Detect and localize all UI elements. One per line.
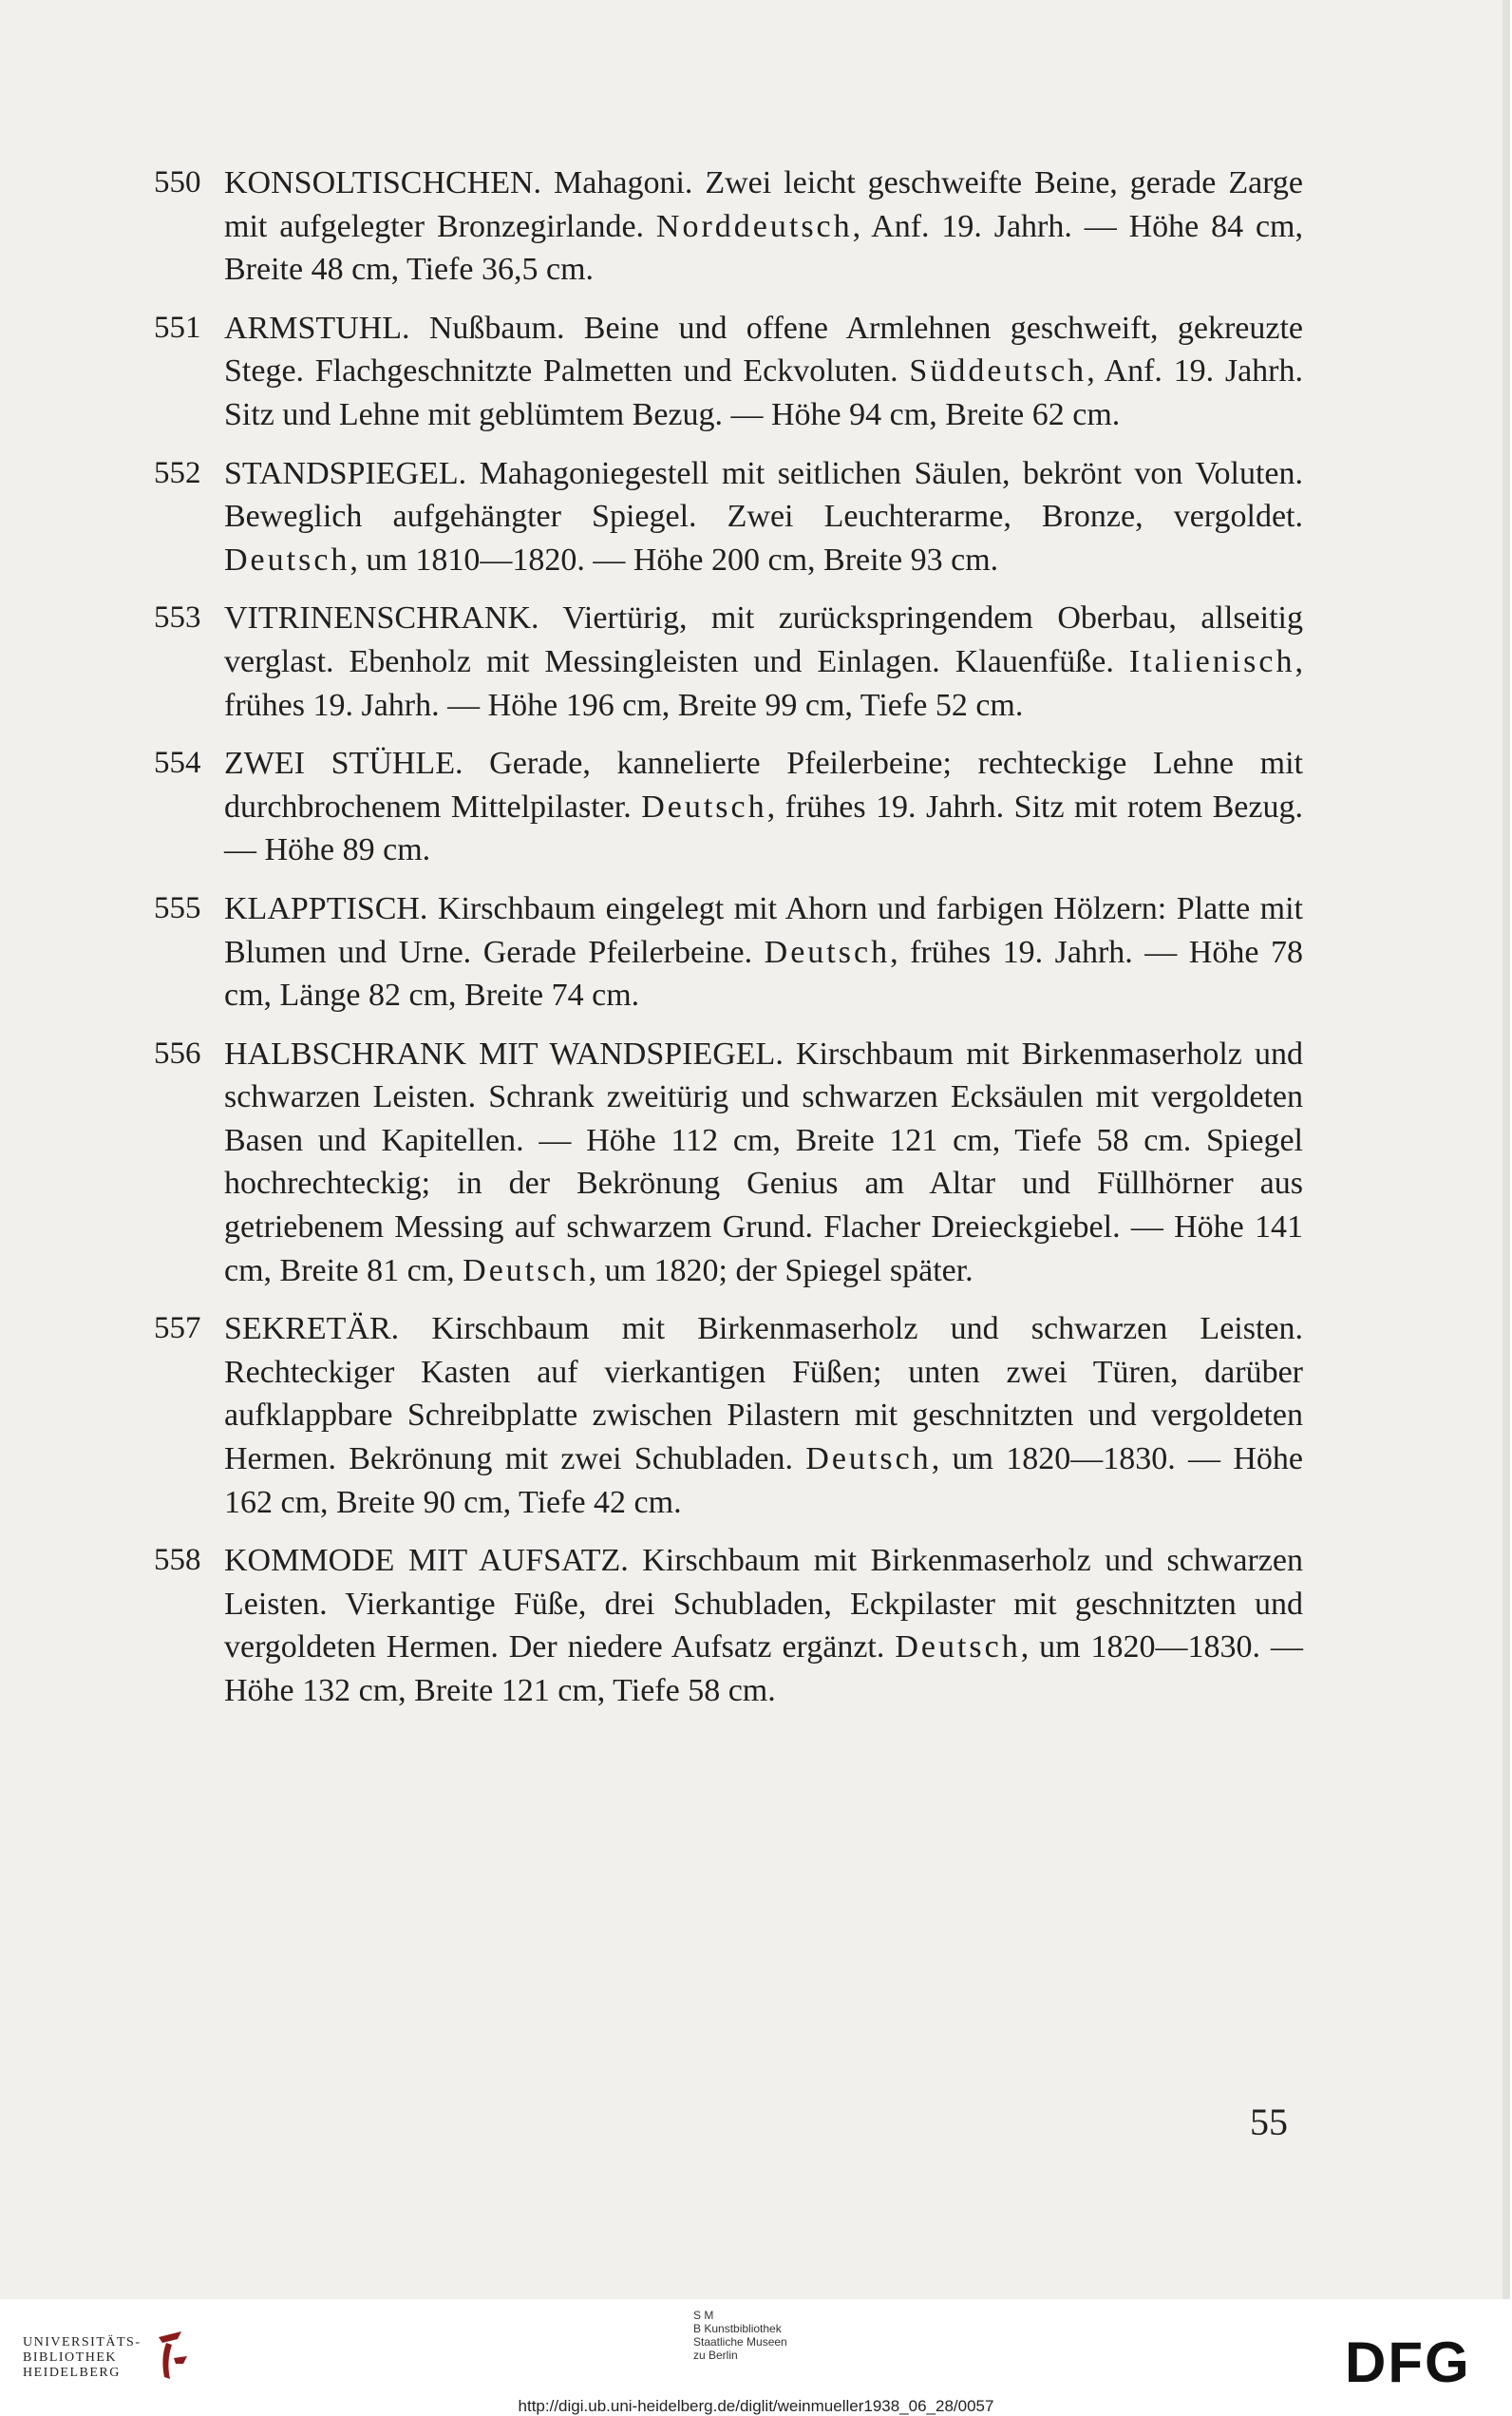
entry-number: 551 <box>154 310 201 345</box>
entry-origin: Norddeutsch <box>655 208 853 244</box>
footer <box>0 2299 1512 2416</box>
catalog-entry <box>154 162 1303 292</box>
catalog-entry <box>154 452 1303 582</box>
entry-text-part: , Anf. 19. Jahrh. — Höhe 84 cm, Breite 48 cm, Tiefe 36,5 cm. <box>224 208 1303 288</box>
entry-text-part: HALBSCHRANK MIT WANDSPIEGEL. Kirschbaum mit Birkenmaserholz und schwarzen Leisten. Schrank zweitürig und schwarzen Ecksäulen mit vergoldeten Basen und Kapitellen. — Höhe 112 cm, Breite 121 cm, Tiefe 58 cm. Spiegel hochrechteckig; in der Bekrönung Genius am Altar und Füllhörner aus getriebenem Messing auf schwarzem Grund. Flacher Dreieckgiebel. — Höhe 141 cm, Breite 81 cm, <box>224 1036 1303 1288</box>
entry-number: 557 <box>154 1311 201 1346</box>
catalog-entry <box>154 1307 1303 1524</box>
entry-number: 556 <box>154 1036 201 1071</box>
kb-line: Staatliche Museen <box>693 2335 787 2349</box>
entry-text-part: KOMMODE MIT AUFSATZ. Kirschbaum mit Birkenmaserholz und schwarzen Leisten. Vierkantige Füße, drei Schubladen, Eckpilaster mit geschnitzten und vergoldeten Hermen. Der niedere Aufsatz ergänzt. <box>224 1543 1303 1665</box>
entry-text-part: KLAPPTISCH. Kirschbaum eingelegt mit Ahorn und farbigen Hölzern: Platte mit Blumen und Urne. Gerade Pfeilerbeine. <box>224 890 1303 970</box>
university-line: UNIVERSITÄTS- <box>23 2335 142 2349</box>
entry-text-part: , um 1810—1820. — Höhe 200 cm, Breite 93 cm. <box>350 542 999 578</box>
entry-text <box>224 887 1303 1018</box>
entry-text-part: STANDSPIEGEL. Mahagoniegestell mit seitlichen Säulen, bekrönt von Voluten. Beweglich aufgehängter Spiegel. Zwei Leuchterarme, Bronze, vergoldet. <box>224 455 1303 535</box>
entry-text <box>224 162 1303 292</box>
university-seal-icon <box>149 2330 193 2387</box>
entry-text <box>224 597 1303 727</box>
entry-text-part: VITRINENSCHRANK. Viertürig, mit zurückspringendem Oberbau, allseitig verglast. Ebenholz mit Messingleisten und Einlagen. Klauenfüße. <box>224 600 1303 679</box>
entry-origin: Deutsch <box>224 542 350 578</box>
university-line: BIBLIOTHEK <box>23 2350 117 2365</box>
entry-text <box>224 742 1303 872</box>
entry-text-part: ZWEI STÜHLE. Gerade, kannelierte Pfeilerbeine; rechteckige Lehne mit durchbrochenem Mittelpilaster. <box>224 746 1303 825</box>
entry-text <box>224 1033 1303 1293</box>
entry-text <box>224 452 1303 582</box>
entry-text-part: , frühes 19. Jahrh. — Höhe 78 cm, Länge 82 cm, Breite 74 cm. <box>224 934 1303 1014</box>
dfg-logo[interactable]: DFG <box>1345 2330 1471 2394</box>
kb-line: S M <box>693 2309 714 2322</box>
catalog-entry <box>154 742 1303 872</box>
entry-origin: Deutsch <box>463 1252 589 1288</box>
entry-text-part: , um 1820—1830. — Höhe 162 cm, Breite 90 cm, Tiefe 42 cm. <box>224 1441 1303 1520</box>
entry-number: 552 <box>154 455 201 490</box>
entry-origin: Deutsch <box>805 1441 932 1477</box>
university-line: HEIDELBERG <box>23 2366 121 2380</box>
entry-number: 550 <box>154 165 201 200</box>
entry-origin: Süddeutsch <box>909 353 1087 390</box>
entry-text <box>224 1539 1303 1712</box>
entry-text-part: ARMSTUHL. Nußbaum. Beine und offene Armlehnen geschweift, gekreuzte Stege. Flachgeschnitzte Palmetten und Eckvoluten. <box>224 310 1303 390</box>
catalog-entry <box>154 1033 1303 1293</box>
kb-line: zu Berlin <box>693 2349 738 2362</box>
kunstbibliothek-logo <box>693 2309 787 2362</box>
entry-number: 553 <box>154 600 201 636</box>
entry-text-part: , Anf. 19. Jahrh. Sitz und Lehne mit geblümtem Bezug. — Höhe 94 cm, Breite 62 cm. <box>224 353 1303 432</box>
entry-number: 554 <box>154 746 201 781</box>
catalog-entry <box>154 597 1303 727</box>
entry-text-part: , um 1820—1830. — Höhe 132 cm, Breite 121 cm, Tiefe 58 cm. <box>224 1629 1303 1708</box>
entry-origin: Deutsch <box>641 789 767 825</box>
entry-text-part: , um 1820; der Spiegel später. <box>588 1252 973 1288</box>
entry-text-part: , frühes 19. Jahrh. Sitz mit rotem Bezug. — Höhe 89 cm. <box>224 789 1303 868</box>
entry-origin: Deutsch <box>895 1629 1021 1665</box>
entry-text-part: SEKRETÄR. Kirschbaum mit Birkenmaserholz und schwarzen Leisten. Rechteckiger Kasten auf vierkantigen Füßen; unten zwei Türen, darüber aufklappbare Schreibplatte zwischen Pilastern mit geschnitzten und vergoldeten Hermen. Bekrönung mit zwei Schubladen. <box>224 1311 1303 1477</box>
entry-origin: Italienisch <box>1128 643 1295 679</box>
university-library-logo[interactable] <box>23 2330 193 2387</box>
entry-origin: Deutsch <box>764 934 891 970</box>
entry-text-part: , frühes 19. Jahrh. — Höhe 196 cm, Breite 99 cm, Tiefe 52 cm. <box>224 643 1303 723</box>
entry-number: 558 <box>154 1543 201 1578</box>
catalog-entry <box>154 887 1303 1018</box>
university-library-name <box>23 2335 142 2381</box>
kb-line: B Kunstbibliothek <box>693 2322 782 2335</box>
source-url-link[interactable]: http://digi.ub.uni-heidelberg.de/diglit/weinmueller1938_06_28/0057 <box>518 2397 994 2415</box>
catalog-entry <box>154 307 1303 437</box>
catalog-entries <box>154 162 1303 1728</box>
page-number: 55 <box>1250 2101 1288 2143</box>
entry-text-part: KONSOLTISCHCHEN. Mahagoni. Zwei leicht geschweifte Beine, gerade Zarge mit aufgelegter Bronzegirlande. <box>224 165 1303 244</box>
entry-number: 555 <box>154 890 201 925</box>
catalog-entry <box>154 1539 1303 1712</box>
entry-text <box>224 1307 1303 1524</box>
entry-text <box>224 307 1303 437</box>
